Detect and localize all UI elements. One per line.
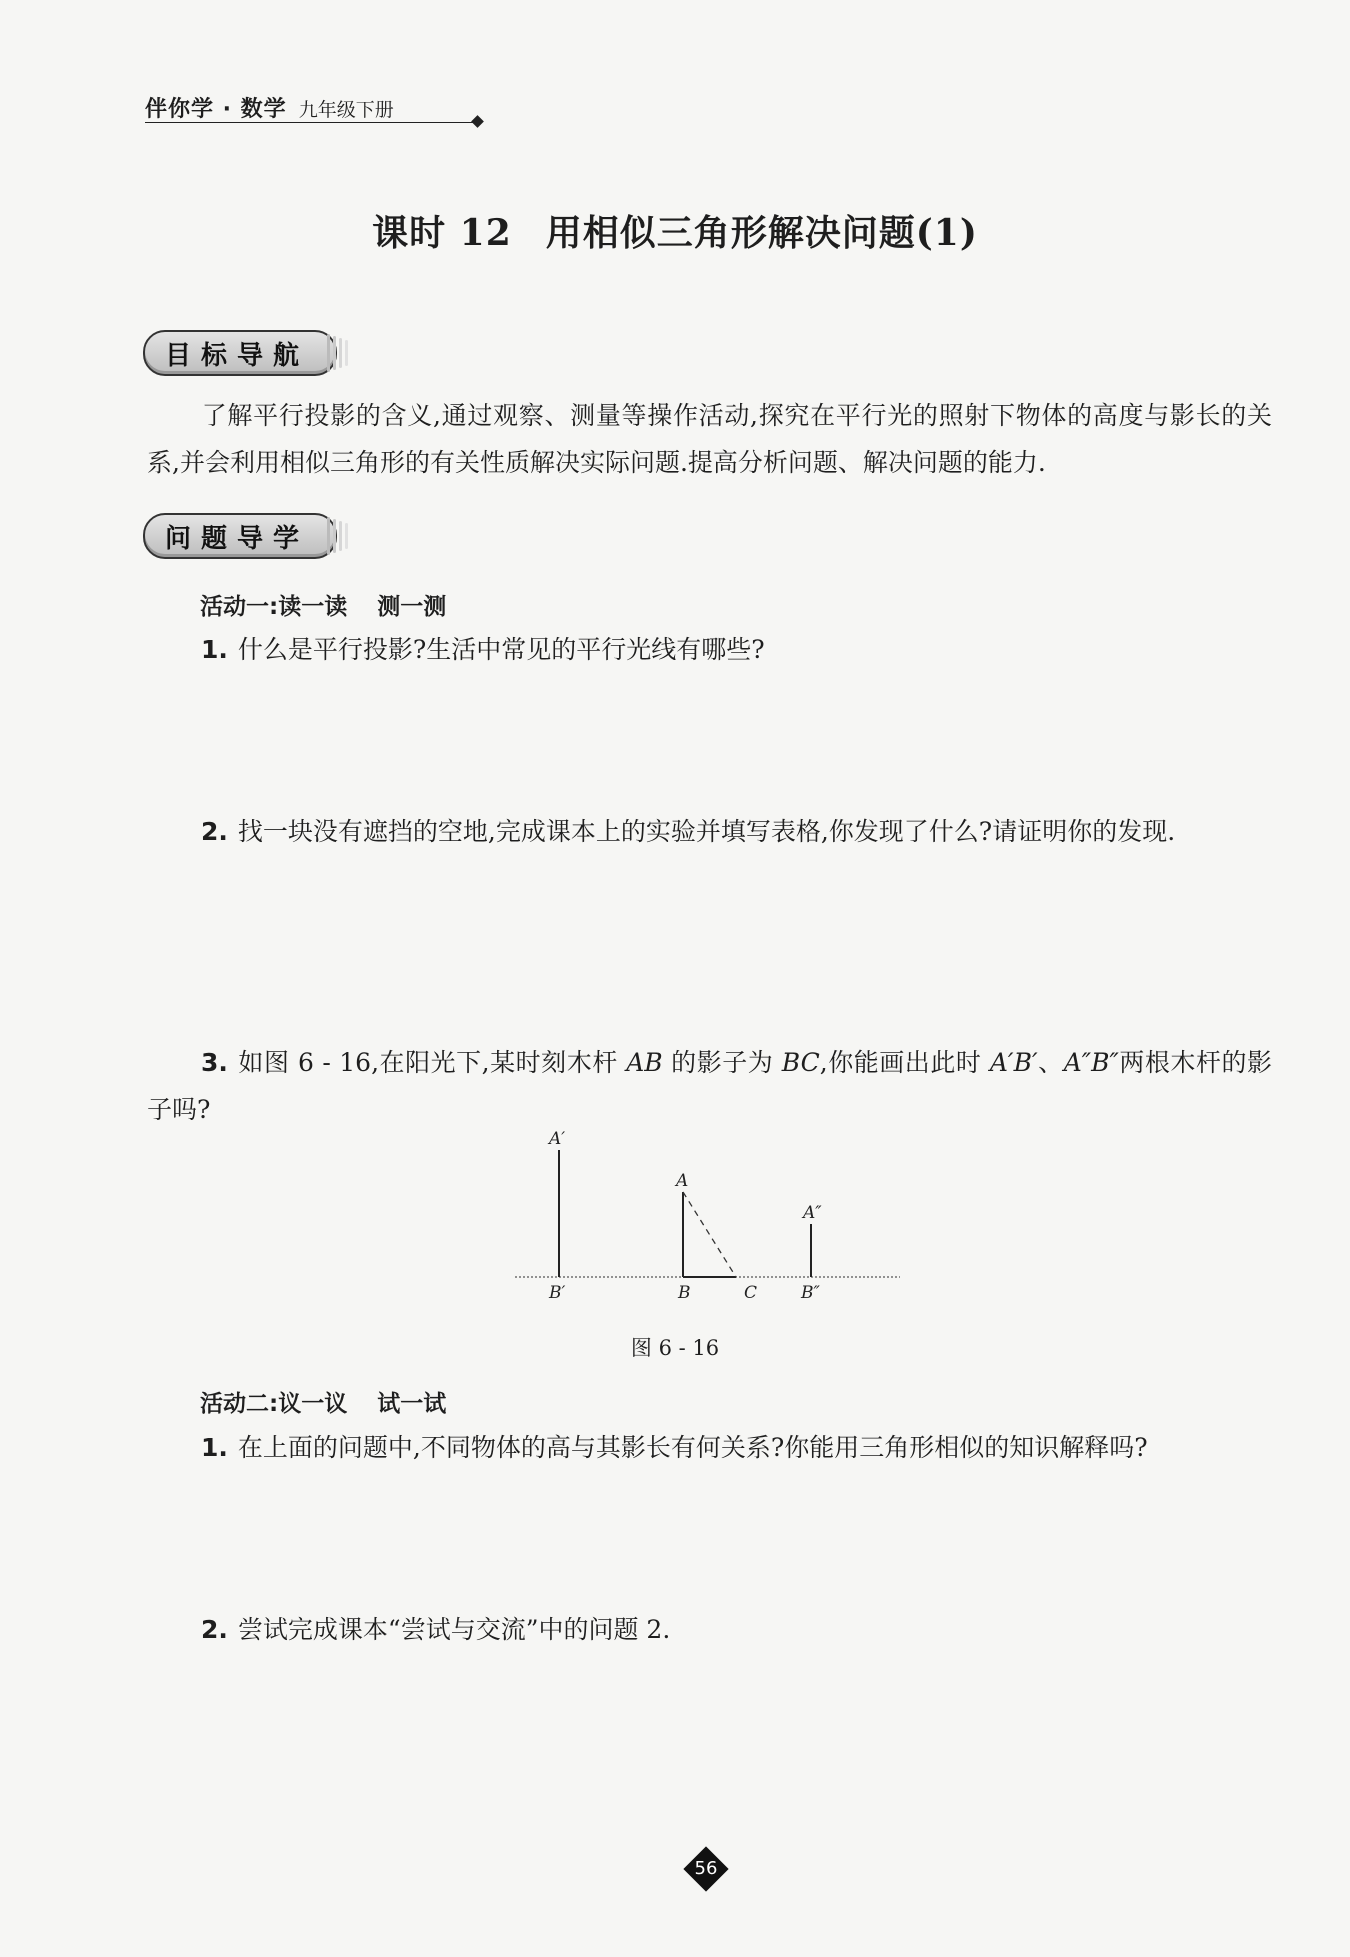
label-a: A [676, 1171, 689, 1191]
activity-one-title-b: 测一测 [377, 594, 447, 620]
badge-stripes-decoration [327, 517, 348, 555]
figure-6-16 [500, 1120, 920, 1320]
page-number-text: 56 [694, 1858, 718, 1879]
figure-caption: 图 6 - 16 [630, 1336, 720, 1360]
header-grade: 九年级下册 [298, 99, 394, 121]
question-number: 3. [201, 1048, 228, 1077]
question-number: 1. [201, 1433, 228, 1462]
lesson-title [0, 205, 1350, 256]
activity-one-question-2 [147, 808, 1272, 855]
activity-two-title-b: 试一试 [377, 1391, 447, 1417]
label-b2: B″ [801, 1283, 820, 1303]
activity-two-question-1 [147, 1424, 1272, 1471]
math-bc: BC [781, 1048, 820, 1077]
label-a2: A″ [803, 1203, 822, 1223]
math-a2b2: A″B″ [1063, 1048, 1119, 1077]
question-text: 的影子为 [671, 1048, 774, 1077]
label-b1: B′ [549, 1283, 566, 1303]
section-badge-label: 目标导航 [143, 330, 337, 376]
question-number: 2. [201, 817, 228, 846]
section-badge-goal [143, 330, 348, 376]
section-badge-guide [143, 513, 348, 559]
lesson-number: 课时 12 [372, 212, 512, 254]
sun-ray-ac [683, 1192, 736, 1277]
label-c: C [744, 1283, 758, 1303]
question-text: 在上面的问题中,不同物体的高与其影长有何关系?你能用三角形相似的知识解释吗? [237, 1433, 1148, 1462]
label-b: B [678, 1283, 691, 1303]
badge-stripes-decoration [327, 334, 348, 372]
activity-one-title [200, 588, 446, 621]
activity-one-question-3 [147, 1039, 1272, 1133]
label-a1: A′ [549, 1129, 566, 1149]
question-number: 2. [201, 1615, 228, 1644]
question-text: 尝试完成课本“尝试与交流”中的问题 2. [237, 1615, 671, 1644]
question-text: 两根木杆的影子吗? [147, 1048, 1272, 1124]
math-ab: AB [626, 1048, 663, 1077]
running-header [145, 92, 394, 123]
activity-one-question-1 [147, 626, 1272, 673]
shadow-diagram [500, 1120, 920, 1320]
question-text: 找一块没有遮挡的空地,完成课本上的实验并填写表格,你发现了什么?请证明你的发现. [237, 817, 1176, 846]
goal-paragraph [147, 392, 1272, 486]
question-number: 1. [201, 635, 228, 664]
question-text: 如图 6 - 16,在阳光下,某时刻木杆 [237, 1048, 618, 1077]
header-rule [145, 122, 475, 123]
lesson-title-text: 用相似三角形解决问题(1) [545, 212, 978, 254]
page-number [684, 1847, 728, 1891]
header-brand: 伴你学 · 数学 [145, 97, 287, 122]
section-badge-label: 问题导学 [143, 513, 337, 559]
activity-two-title-a: 活动二:议一议 [200, 1391, 348, 1417]
goal-text: 了解平行投影的含义,通过观察、测量等操作活动,探究在平行光的照射下物体的高度与影长的关系,并会利用相似三角形的有关性质解决实际问题.提高分析问题、解决问题的能力. [147, 401, 1272, 477]
question-text: 、 [1037, 1048, 1064, 1077]
activity-two-question-2 [147, 1606, 1272, 1653]
question-text: ,你能画出此时 [819, 1048, 982, 1077]
math-a1b1: A′B′ [989, 1048, 1038, 1077]
activity-one-title-a: 活动一:读一读 [200, 594, 348, 620]
header-diamond-icon [471, 115, 484, 128]
question-text: 什么是平行投影?生活中常见的平行光线有哪些? [237, 635, 765, 664]
activity-two-title [200, 1385, 446, 1418]
